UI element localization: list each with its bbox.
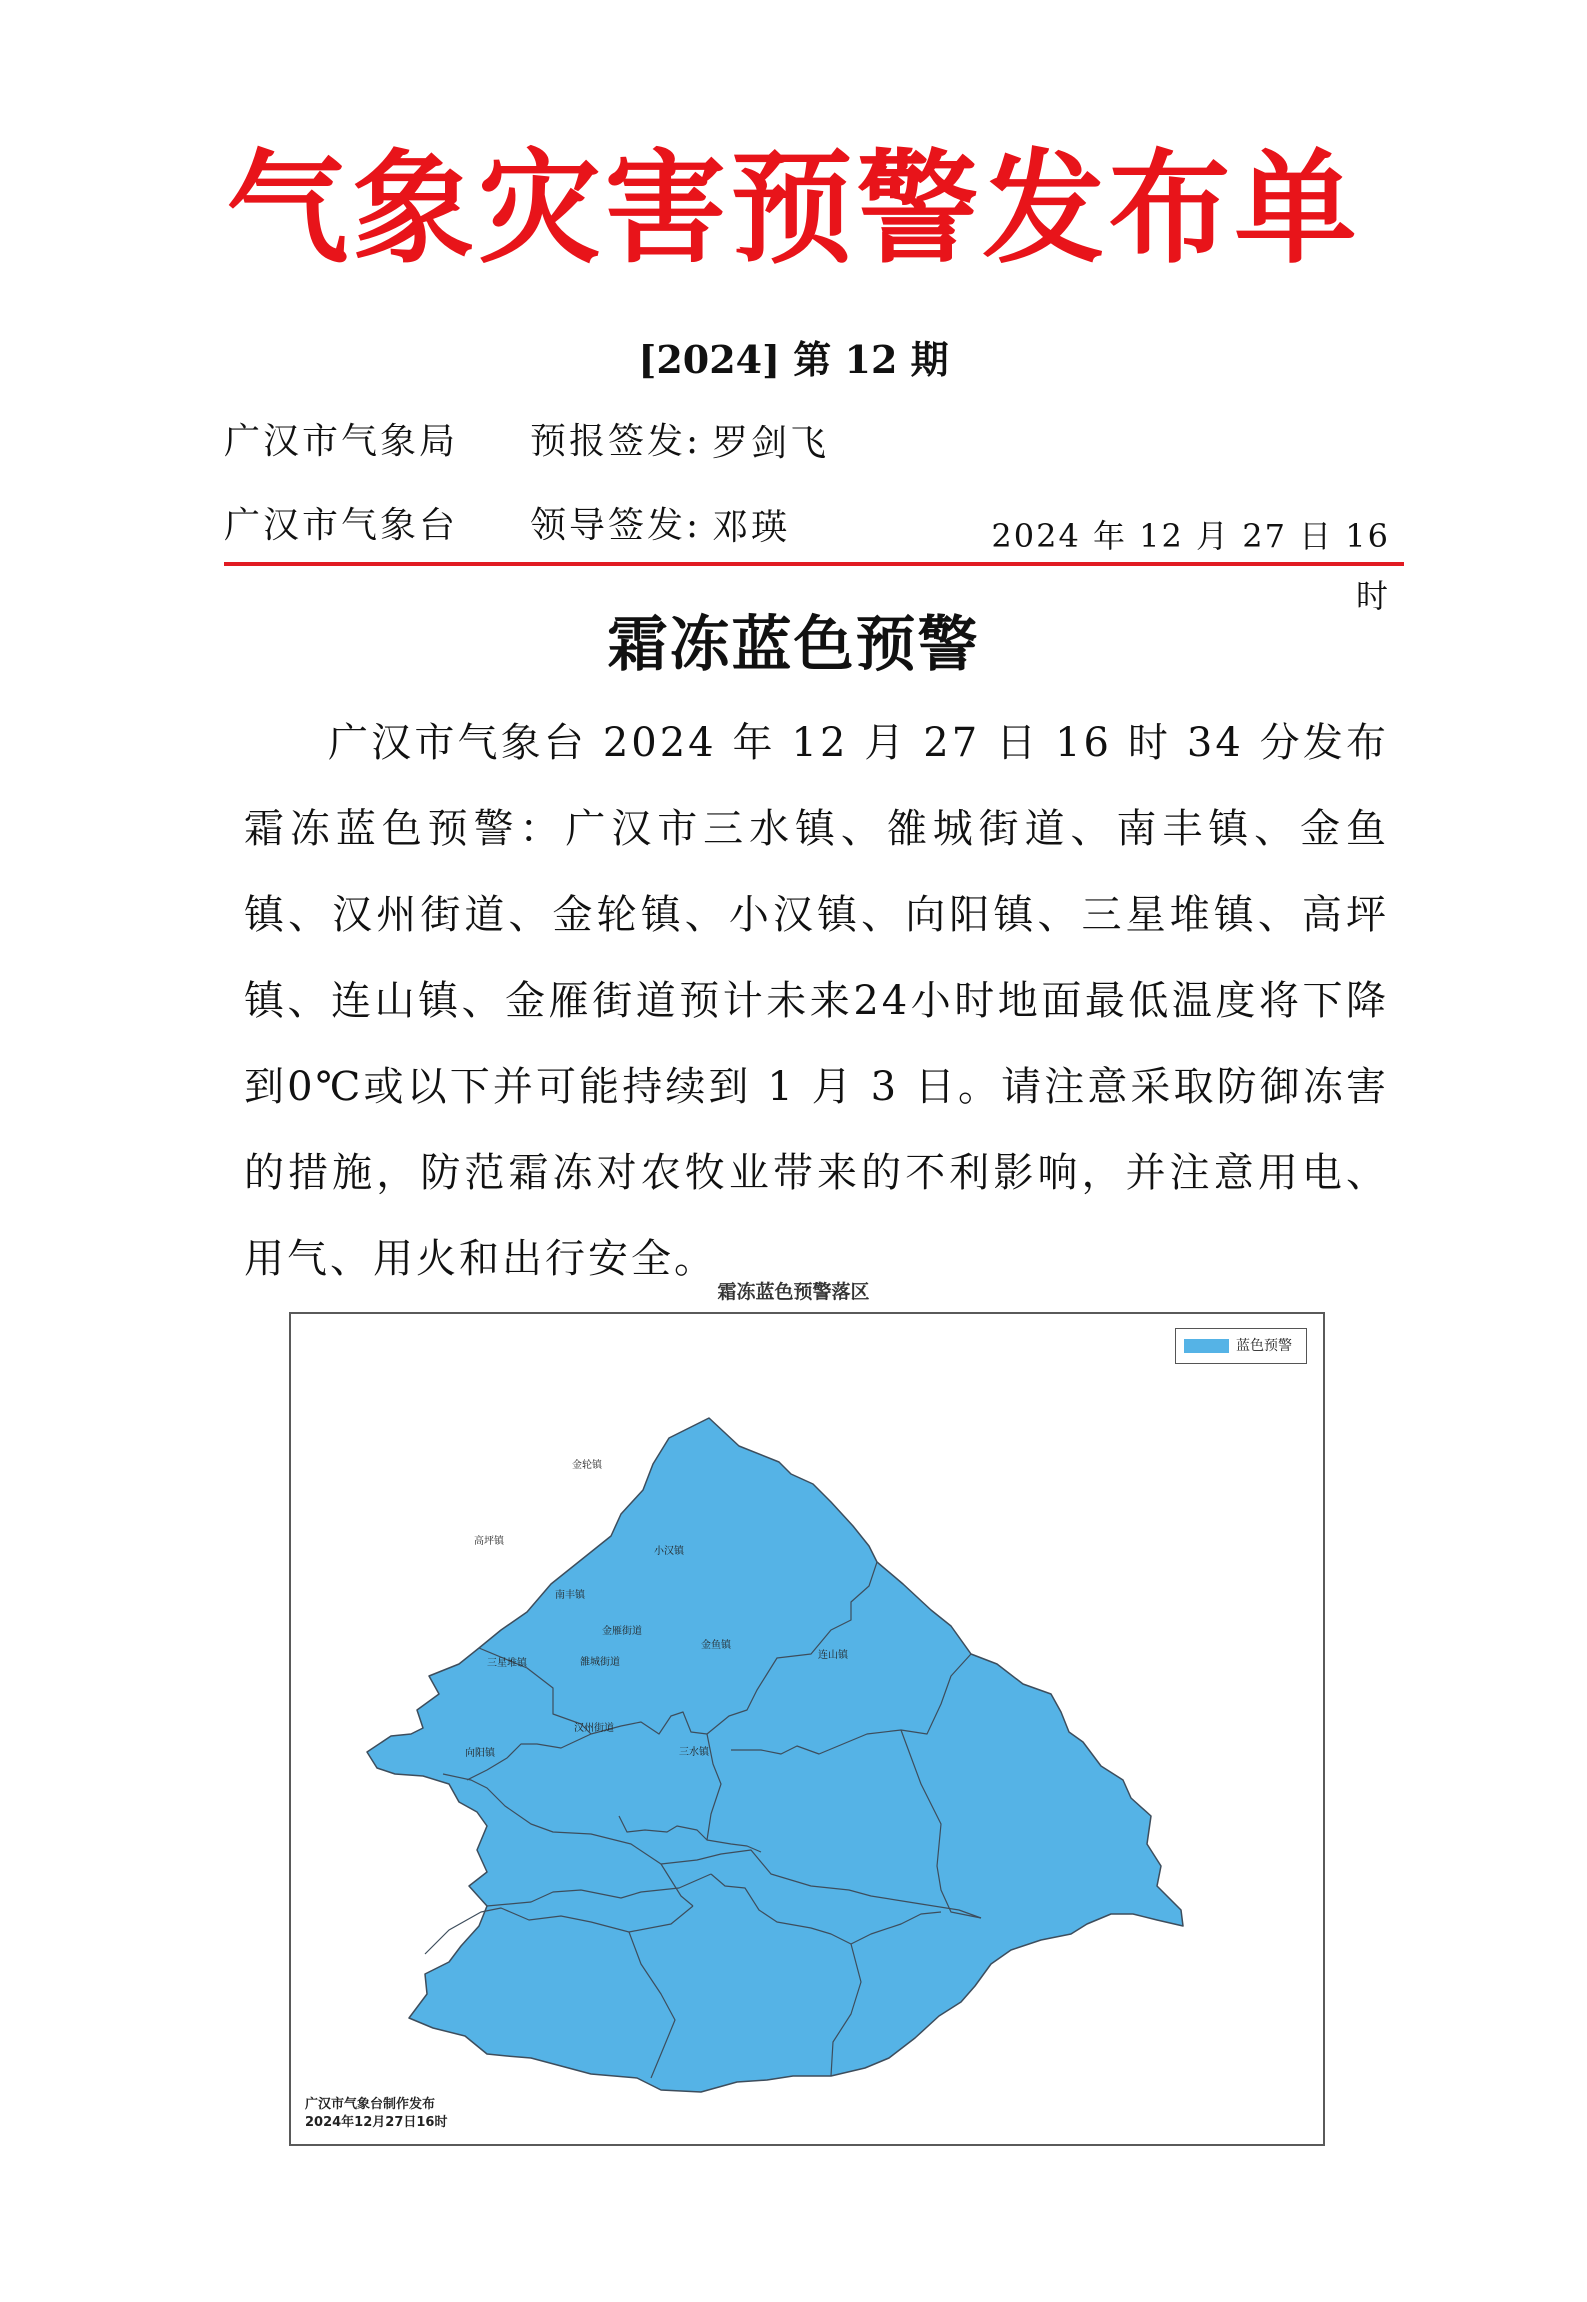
issuing-bureau: 广汉市气象局 — [224, 421, 459, 462]
town-label-luocheng: 雒城街道 — [580, 1657, 620, 1668]
leader-signer-label: 领导签发: — [530, 505, 702, 546]
town-label-jinlun: 金轮镇 — [572, 1460, 602, 1471]
forecast-signer-label: 预报签发: — [530, 421, 702, 462]
map-credit-publisher: 广汉市气象台制作发布 — [305, 2097, 436, 2112]
notice-body: 广汉市气象台 2024 年 12 月 27 日 16 时 34 分发布霜冻蓝色预警：广汉市三水镇、雒城街道、南丰镇、金鱼镇、汉州街道、金轮镇、小汉镇、向阳镇、三星堆镇、高坪镇、连山镇、金雁街道预计未来24小时地面最低温度将下降到0℃或以下并可能持续到 1 月 3 日。请注意采取防御冻害的措施，防范霜冻对农牧业带来的不利影响，并注意用电、用气、用火和出行安全。 — [244, 720, 1389, 1282]
town-label-xiaohan: 小汉镇 — [654, 1546, 684, 1557]
town-label-xiangyang: 向阳镇 — [465, 1748, 495, 1759]
issue-number: [2024] 第 12 期 — [638, 337, 949, 382]
town-label-sanxingdui: 三星堆镇 — [487, 1658, 527, 1669]
warning-area-map — [289, 1312, 1325, 2146]
map-credit-time: 2024年12月27日16时 — [305, 2115, 448, 2130]
map-legend — [1175, 1328, 1307, 1364]
town-label-nanfeng: 南丰镇 — [555, 1590, 585, 1601]
legend-label: 蓝色预警 — [1236, 1338, 1292, 1354]
town-label-gaoping: 高坪镇 — [474, 1536, 504, 1547]
notice-title: 霜冻蓝色预警 — [607, 610, 980, 680]
town-label-jinyan: 金雁街道 — [602, 1626, 642, 1637]
town-label-jinyu: 金鱼镇 — [701, 1640, 731, 1651]
header-divider — [224, 562, 1404, 566]
map-title: 霜冻蓝色预警落区 — [717, 1281, 870, 1303]
map-canvas — [291, 1314, 1323, 2144]
leader-signer-name: 邓瑛 — [712, 507, 791, 548]
town-label-lianshan: 连山镇 — [818, 1650, 848, 1661]
forecast-signer-name: 罗剑飞 — [712, 423, 830, 464]
issue-time: 2024 年 12 月 27 日 16 时 — [991, 517, 1390, 615]
town-label-hanzhou: 汉州街道 — [574, 1723, 614, 1734]
legend-swatch — [1184, 1339, 1229, 1353]
issuing-observatory: 广汉市气象台 — [224, 505, 459, 546]
town-label-sanshui: 三水镇 — [679, 1747, 709, 1758]
document-title: 气象灾害预警发布单 — [226, 136, 1361, 280]
